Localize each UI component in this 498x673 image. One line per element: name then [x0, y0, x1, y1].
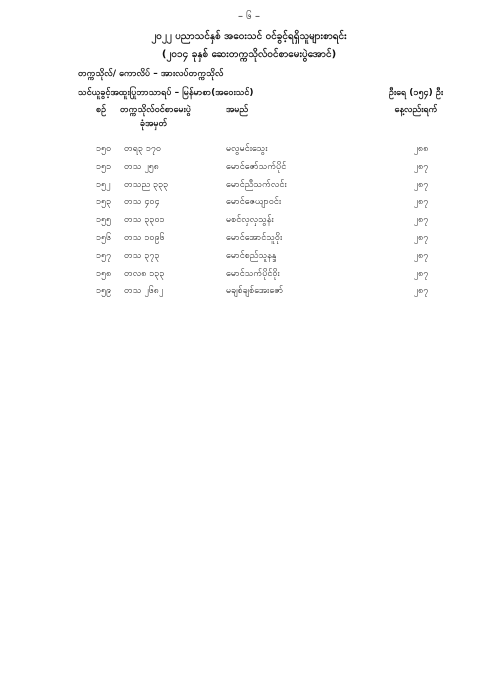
column-header-no: စဉ် [96, 105, 107, 115]
row-number: ၁၅၁ [96, 161, 112, 172]
table-row [0, 179, 498, 197]
row-number: ၁၅၅ [96, 215, 112, 226]
total-count-header: ဦး‌ရေ (၁၅၄) ဦး [388, 88, 444, 98]
roll-number: တလ၈ ၁၃၃ [124, 268, 165, 279]
date-value: ၂၈၇ [413, 286, 429, 297]
student-name: မောင်ဇော်သက်ပိုင် [226, 161, 287, 172]
row-number: ၁၅၇ [96, 250, 112, 261]
table-row [0, 143, 498, 161]
page-number: – ၆ – [238, 11, 260, 22]
roll-number: တသ ၁၀၉၆ [124, 232, 165, 243]
subject-line: သင်ယူခွင့်အထူးပြုဘာသာရပ် – မြန်မာစာ(အဝေးသင်) [78, 88, 254, 98]
roll-number: တရ၃ ၁၇၀ [124, 144, 162, 154]
student-name: မောင်သက်ပိုင်ဝိုး [226, 268, 280, 279]
student-name: မောင်အောင်သူဝိုး [226, 232, 283, 243]
date-value: ၂၈၇ [413, 197, 429, 208]
student-name: မောင်ညီသက်လင်း [226, 179, 287, 190]
university-line: တက္ကသိုလ်/ ကောလိပ် – အားလပ်တက္ကသိုလ် [78, 69, 224, 79]
roll-number: တသ ၂၅၈ [124, 161, 159, 172]
roll-number: တသ ၄၀၄ [124, 197, 160, 208]
date-value: ၂၈၇ [413, 232, 429, 243]
table-row [0, 232, 498, 250]
roll-number: တသ ၂၆၈၂ [124, 286, 164, 297]
column-header-roll: တက္ကသိုလ်ဝင်စာမေးပွဲ [120, 105, 191, 115]
date-value: ၂၈၇ [413, 161, 429, 172]
row-number: ၁၅၀ [96, 144, 112, 154]
table-row [0, 285, 498, 303]
date-value: ၂၈၇ [413, 268, 429, 279]
table-row [0, 161, 498, 179]
column-header-date: နေ့လည်းရက် [394, 105, 438, 115]
row-number: ၁၅၆ [96, 232, 112, 243]
roll-number: တသ ၃၃၀၁ [124, 215, 165, 226]
table-row [0, 214, 498, 232]
row-number: ၁၅၂ [96, 179, 111, 190]
roll-number: တသည ၃၃၃ [124, 179, 169, 190]
date-value: ၂၈၇ [413, 215, 429, 226]
column-header-name: အမည် [226, 105, 249, 115]
student-name: မလွမင်းသွေး [226, 144, 268, 154]
table-row [0, 196, 498, 214]
student-name: မောင်ဇေယျာဝင်း [226, 197, 282, 208]
row-number: ၁၅၉ [96, 286, 112, 297]
table-row [0, 268, 498, 286]
column-header-roll-sub: ခုံအမှတ် [140, 119, 168, 129]
student-name: မစင်လှလှသွန်း [226, 215, 274, 226]
date-value: ၂၈၇ [413, 250, 429, 261]
row-number: ၁၅၃ [96, 197, 112, 208]
student-name: မောင်စည်သူနန္ဒ [226, 250, 277, 261]
document-title: ၂၀၂၂ ပညာသင်နှစ် အဝေးသင် ဝင်ခွင့်ရရှိသူများစာရင်း [151, 31, 347, 42]
date-value: ၂၈၈ [413, 144, 429, 154]
student-list [0, 143, 498, 303]
student-name: မချစ်ချစ်အေးဇော် [226, 286, 284, 297]
table-row [0, 250, 498, 268]
document-subtitle: (၂၀၁၄ ခုနှစ် ဆေးတက္ကသိုလ်ဝင်စာမေးပွဲအောင်) [161, 49, 337, 60]
roll-number: တသ ၃၇၃ [124, 250, 160, 261]
date-value: ၂၈၇ [413, 179, 429, 190]
row-number: ၁၅၈ [96, 268, 112, 279]
